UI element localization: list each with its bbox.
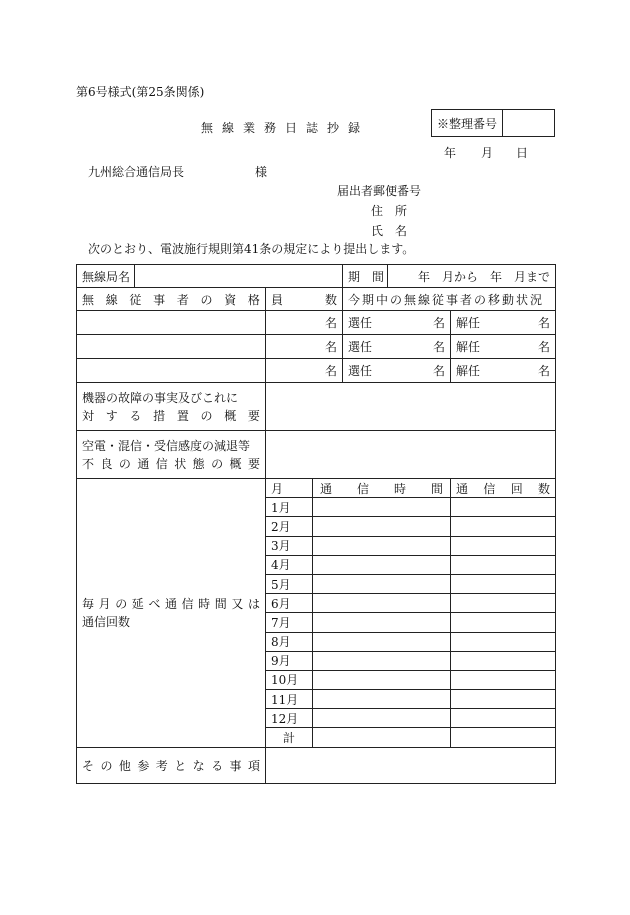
month-label: 1月 bbox=[266, 498, 313, 517]
count-field[interactable] bbox=[451, 632, 556, 651]
count-field[interactable] bbox=[451, 670, 556, 689]
count-field[interactable] bbox=[451, 690, 556, 709]
interference-field[interactable] bbox=[266, 431, 556, 479]
time-column-header: 通 信 時 間 bbox=[313, 479, 451, 498]
time-field[interactable] bbox=[313, 498, 451, 517]
count-field[interactable] bbox=[451, 651, 556, 670]
count-field[interactable] bbox=[451, 536, 556, 555]
time-field[interactable] bbox=[313, 613, 451, 632]
staff-count-field[interactable]: 名 bbox=[266, 335, 343, 359]
time-field[interactable] bbox=[313, 651, 451, 670]
addressee-suffix: 様 bbox=[255, 165, 268, 179]
date-month-label: 月 bbox=[481, 146, 494, 160]
month-label: 5月 bbox=[266, 574, 313, 593]
month-label: 8月 bbox=[266, 632, 313, 651]
month-label: 7月 bbox=[266, 613, 313, 632]
month-label: 4月 bbox=[266, 555, 313, 574]
interference-label: 空電・混信・受信感度の減退等 不 良 の 通 信 状 態 の 概 要 bbox=[77, 431, 266, 479]
time-field[interactable] bbox=[313, 594, 451, 613]
month-label: 9月 bbox=[266, 651, 313, 670]
total-count-field[interactable] bbox=[451, 728, 556, 747]
date-year-label: 年 bbox=[444, 146, 457, 160]
form-number: 第6号様式(第25条関係) bbox=[76, 85, 205, 99]
seiri-number-field[interactable] bbox=[503, 110, 554, 136]
staff-qualification-header: 無 線 従 事 者 の 資 格 bbox=[77, 288, 266, 311]
staff-count-header: 員 数 bbox=[266, 288, 343, 311]
time-field[interactable] bbox=[313, 709, 451, 728]
period-label: 期 間 bbox=[343, 265, 388, 288]
staff-count-field[interactable]: 名 bbox=[266, 359, 343, 383]
count-field[interactable] bbox=[451, 594, 556, 613]
intro-text: 次のとおり、電波施行規則第41条の規定により提出します。 bbox=[88, 242, 415, 256]
staff-row bbox=[77, 311, 556, 335]
appoint-field[interactable]: 選任 名 bbox=[343, 311, 451, 335]
other-remarks-label: そ の 他 参 考 と な る 事 項 bbox=[77, 747, 266, 783]
addressee: 九州総合通信局長 bbox=[88, 165, 185, 179]
journal-table bbox=[76, 264, 556, 784]
month-label: 3月 bbox=[266, 536, 313, 555]
staff-row bbox=[77, 335, 556, 359]
period-value bbox=[388, 265, 556, 288]
time-field[interactable] bbox=[313, 690, 451, 709]
equipment-failure-label: 機器の故障の事実及びこれに 対 す る 措 置 の 概 要 bbox=[77, 383, 266, 431]
month-label: 2月 bbox=[266, 517, 313, 536]
period-value-text: 年 月から 年 月まで bbox=[418, 269, 551, 284]
time-field[interactable] bbox=[313, 536, 451, 555]
count-field[interactable] bbox=[451, 498, 556, 517]
document-title: 無線業務日誌抄録 bbox=[201, 121, 370, 135]
time-field[interactable] bbox=[313, 574, 451, 593]
staff-qualification-field[interactable] bbox=[77, 359, 266, 383]
count-field[interactable] bbox=[451, 613, 556, 632]
staff-row bbox=[77, 359, 556, 383]
seiri-number-label: ※整理番号 bbox=[432, 110, 503, 136]
count-field[interactable] bbox=[451, 709, 556, 728]
station-name-label: 無線局名 bbox=[77, 265, 135, 288]
address-label: 住 所 bbox=[371, 204, 408, 218]
month-label: 10月 bbox=[266, 670, 313, 689]
time-field[interactable] bbox=[313, 517, 451, 536]
count-field[interactable] bbox=[451, 555, 556, 574]
appoint-field[interactable]: 選任 名 bbox=[343, 335, 451, 359]
staff-qualification-field[interactable] bbox=[77, 311, 266, 335]
month-label: 6月 bbox=[266, 594, 313, 613]
month-label: 12月 bbox=[266, 709, 313, 728]
staff-count-field[interactable]: 名 bbox=[266, 311, 343, 335]
time-field[interactable] bbox=[313, 555, 451, 574]
date-day-label: 日 bbox=[516, 146, 529, 160]
station-name-field[interactable] bbox=[135, 265, 343, 288]
time-field[interactable] bbox=[313, 632, 451, 651]
count-column-header: 通 信 回 数 bbox=[451, 479, 556, 498]
staff-qualification-field[interactable] bbox=[77, 335, 266, 359]
total-label: 計 bbox=[266, 728, 313, 747]
count-field[interactable] bbox=[451, 574, 556, 593]
time-field[interactable] bbox=[313, 670, 451, 689]
seiri-number-box bbox=[431, 109, 555, 137]
name-label: 氏 名 bbox=[371, 224, 408, 238]
other-remarks-field[interactable] bbox=[266, 747, 556, 783]
equipment-failure-field[interactable] bbox=[266, 383, 556, 431]
dismiss-field[interactable]: 解任 名 bbox=[451, 311, 556, 335]
count-field[interactable] bbox=[451, 517, 556, 536]
dismiss-field[interactable]: 解任 名 bbox=[451, 359, 556, 383]
appoint-field[interactable]: 選任 名 bbox=[343, 359, 451, 383]
monthly-communication-label: 毎 月 の 延 べ 通 信 時 間 又 は 通信回数 bbox=[77, 479, 266, 748]
month-label: 11月 bbox=[266, 690, 313, 709]
postal-code-label: 届出者郵便番号 bbox=[337, 184, 422, 198]
staff-movement-header: 今期中の無線従事者の移動状況 bbox=[343, 288, 556, 311]
dismiss-field[interactable]: 解任 名 bbox=[451, 335, 556, 359]
month-column-header: 月 bbox=[266, 479, 313, 498]
total-time-field[interactable] bbox=[313, 728, 451, 747]
